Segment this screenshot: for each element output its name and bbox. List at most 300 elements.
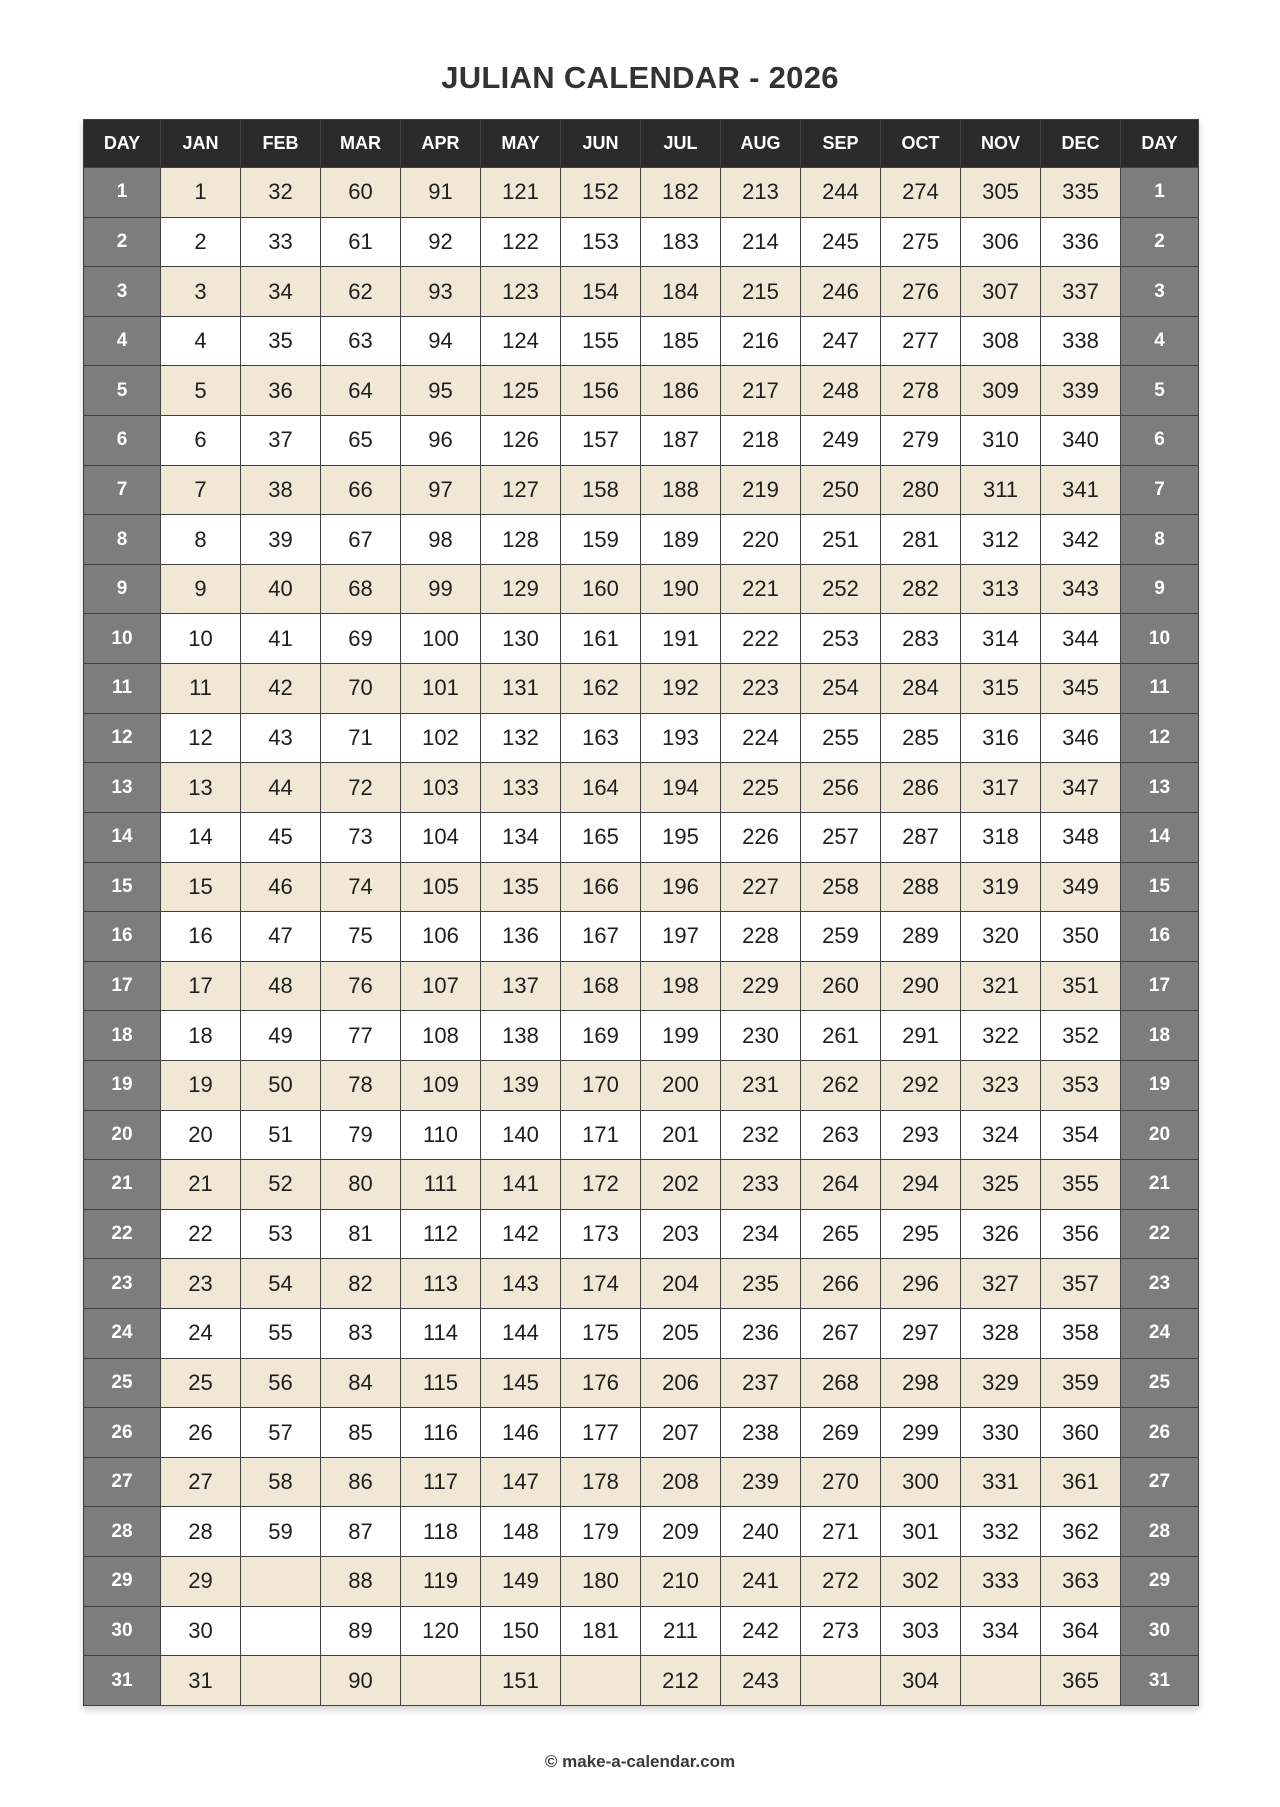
julian-cell: 318	[961, 812, 1041, 862]
table-row	[84, 614, 1199, 664]
day-number-right: 16	[1121, 912, 1199, 962]
julian-cell: 40	[241, 564, 321, 614]
julian-cell: 291	[881, 1011, 961, 1061]
day-number-left: 13	[84, 763, 161, 813]
julian-cell: 49	[241, 1011, 321, 1061]
julian-cell: 198	[641, 961, 721, 1011]
julian-cell: 10	[161, 614, 241, 664]
julian-cell: 341	[1041, 465, 1121, 515]
julian-cell: 248	[801, 366, 881, 416]
table-header	[84, 120, 1199, 168]
julian-cell: 189	[641, 515, 721, 565]
julian-cell: 332	[961, 1507, 1041, 1557]
julian-cell: 167	[561, 912, 641, 962]
julian-cell: 227	[721, 862, 801, 912]
julian-cell: 111	[401, 1160, 481, 1210]
julian-cell: 222	[721, 614, 801, 664]
julian-cell: 313	[961, 564, 1041, 614]
julian-cell: 243	[721, 1656, 801, 1706]
julian-cell: 116	[401, 1408, 481, 1458]
julian-cell: 75	[321, 912, 401, 962]
julian-cell: 47	[241, 912, 321, 962]
julian-cell: 160	[561, 564, 641, 614]
julian-cell: 218	[721, 416, 801, 466]
julian-cell: 190	[641, 564, 721, 614]
julian-cell: 96	[401, 416, 481, 466]
julian-cell: 294	[881, 1160, 961, 1210]
julian-cell: 320	[961, 912, 1041, 962]
day-number-right: 15	[1121, 862, 1199, 912]
julian-cell: 247	[801, 316, 881, 366]
julian-cell: 12	[161, 713, 241, 763]
day-number-right: 3	[1121, 267, 1199, 317]
julian-cell	[241, 1656, 321, 1706]
day-number-right: 24	[1121, 1309, 1199, 1359]
julian-cell: 354	[1041, 1110, 1121, 1160]
julian-cell: 127	[481, 465, 561, 515]
julian-cell: 68	[321, 564, 401, 614]
day-number-right: 30	[1121, 1606, 1199, 1656]
julian-cell: 302	[881, 1557, 961, 1607]
julian-cell: 246	[801, 267, 881, 317]
julian-cell: 272	[801, 1557, 881, 1607]
julian-cell: 168	[561, 961, 641, 1011]
julian-cell: 282	[881, 564, 961, 614]
day-number-left: 15	[84, 862, 161, 912]
julian-cell: 266	[801, 1259, 881, 1309]
julian-cell: 288	[881, 862, 961, 912]
day-number-right: 4	[1121, 316, 1199, 366]
day-number-right: 19	[1121, 1060, 1199, 1110]
julian-cell: 311	[961, 465, 1041, 515]
julian-cell: 362	[1041, 1507, 1121, 1557]
julian-cell: 92	[401, 217, 481, 267]
julian-cell: 161	[561, 614, 641, 664]
julian-cell: 220	[721, 515, 801, 565]
julian-cell: 236	[721, 1309, 801, 1359]
julian-cell: 9	[161, 564, 241, 614]
julian-cell: 115	[401, 1358, 481, 1408]
julian-cell: 43	[241, 713, 321, 763]
julian-cell: 145	[481, 1358, 561, 1408]
julian-cell: 38	[241, 465, 321, 515]
julian-cell: 78	[321, 1060, 401, 1110]
julian-cell: 267	[801, 1309, 881, 1359]
julian-cell: 242	[721, 1606, 801, 1656]
julian-cell: 326	[961, 1209, 1041, 1259]
julian-cell: 306	[961, 217, 1041, 267]
julian-cell: 81	[321, 1209, 401, 1259]
julian-cell: 154	[561, 267, 641, 317]
julian-cell: 353	[1041, 1060, 1121, 1110]
julian-cell: 303	[881, 1606, 961, 1656]
julian-cell: 87	[321, 1507, 401, 1557]
julian-cell: 337	[1041, 267, 1121, 317]
julian-cell: 17	[161, 961, 241, 1011]
month-header: JAN	[161, 120, 241, 168]
julian-cell: 114	[401, 1309, 481, 1359]
julian-cell: 163	[561, 713, 641, 763]
julian-cell: 123	[481, 267, 561, 317]
julian-cell: 16	[161, 912, 241, 962]
julian-cell: 279	[881, 416, 961, 466]
julian-cell: 234	[721, 1209, 801, 1259]
julian-cell: 77	[321, 1011, 401, 1061]
julian-cell: 305	[961, 168, 1041, 218]
julian-cell: 255	[801, 713, 881, 763]
table-row	[84, 1358, 1199, 1408]
julian-cell: 241	[721, 1557, 801, 1607]
julian-cell: 252	[801, 564, 881, 614]
julian-cell: 351	[1041, 961, 1121, 1011]
month-header: FEB	[241, 120, 321, 168]
day-number-left: 30	[84, 1606, 161, 1656]
table-row	[84, 416, 1199, 466]
day-number-right: 6	[1121, 416, 1199, 466]
julian-cell: 56	[241, 1358, 321, 1408]
julian-cell: 121	[481, 168, 561, 218]
day-number-right: 25	[1121, 1358, 1199, 1408]
day-number-right: 31	[1121, 1656, 1199, 1706]
julian-cell: 230	[721, 1011, 801, 1061]
julian-cell: 356	[1041, 1209, 1121, 1259]
julian-cell: 336	[1041, 217, 1121, 267]
header-row	[84, 120, 1199, 168]
table-row	[84, 515, 1199, 565]
julian-cell: 270	[801, 1457, 881, 1507]
julian-cell: 211	[641, 1606, 721, 1656]
day-number-left: 7	[84, 465, 161, 515]
julian-cell: 4	[161, 316, 241, 366]
julian-cell: 214	[721, 217, 801, 267]
julian-cell: 143	[481, 1259, 561, 1309]
julian-cell: 24	[161, 1309, 241, 1359]
day-number-right: 28	[1121, 1507, 1199, 1557]
julian-cell: 188	[641, 465, 721, 515]
julian-cell: 18	[161, 1011, 241, 1061]
julian-cell: 39	[241, 515, 321, 565]
day-number-left: 23	[84, 1259, 161, 1309]
julian-cell: 347	[1041, 763, 1121, 813]
month-header: OCT	[881, 120, 961, 168]
julian-cell: 86	[321, 1457, 401, 1507]
julian-cell: 201	[641, 1110, 721, 1160]
julian-cell: 100	[401, 614, 481, 664]
julian-cell: 94	[401, 316, 481, 366]
julian-cell: 277	[881, 316, 961, 366]
julian-cell	[801, 1656, 881, 1706]
julian-cell: 360	[1041, 1408, 1121, 1458]
julian-cell: 187	[641, 416, 721, 466]
julian-cell: 37	[241, 416, 321, 466]
table-row	[84, 1606, 1199, 1656]
page-footer: © make-a-calendar.com	[544, 1752, 736, 1771]
julian-cell: 257	[801, 812, 881, 862]
table-row	[84, 465, 1199, 515]
julian-cell: 42	[241, 664, 321, 714]
julian-cell: 286	[881, 763, 961, 813]
julian-cell: 106	[401, 912, 481, 962]
julian-cell: 60	[321, 168, 401, 218]
julian-cell: 153	[561, 217, 641, 267]
table-row	[84, 1160, 1199, 1210]
julian-cell: 191	[641, 614, 721, 664]
day-number-right: 26	[1121, 1408, 1199, 1458]
julian-cell: 63	[321, 316, 401, 366]
day-number-right: 2	[1121, 217, 1199, 267]
julian-cell: 232	[721, 1110, 801, 1160]
julian-cell: 6	[161, 416, 241, 466]
julian-cell: 275	[881, 217, 961, 267]
julian-cell: 195	[641, 812, 721, 862]
julian-cell: 139	[481, 1060, 561, 1110]
julian-cell: 128	[481, 515, 561, 565]
julian-cell: 334	[961, 1606, 1041, 1656]
julian-cell: 108	[401, 1011, 481, 1061]
julian-cell: 323	[961, 1060, 1041, 1110]
julian-cell: 65	[321, 416, 401, 466]
julian-cell: 79	[321, 1110, 401, 1160]
julian-cell: 304	[881, 1656, 961, 1706]
julian-cell: 204	[641, 1259, 721, 1309]
julian-cell: 315	[961, 664, 1041, 714]
month-header: JUL	[641, 120, 721, 168]
julian-cell: 59	[241, 1507, 321, 1557]
day-number-right: 17	[1121, 961, 1199, 1011]
julian-cell: 233	[721, 1160, 801, 1210]
julian-cell: 74	[321, 862, 401, 912]
julian-cell: 285	[881, 713, 961, 763]
julian-cell: 358	[1041, 1309, 1121, 1359]
julian-cell: 181	[561, 1606, 641, 1656]
julian-cell: 229	[721, 961, 801, 1011]
day-number-left: 26	[84, 1408, 161, 1458]
julian-cell: 118	[401, 1507, 481, 1557]
julian-cell: 298	[881, 1358, 961, 1408]
julian-cell: 162	[561, 664, 641, 714]
julian-cell: 200	[641, 1060, 721, 1110]
julian-cell: 256	[801, 763, 881, 813]
julian-cell: 297	[881, 1309, 961, 1359]
julian-cell: 251	[801, 515, 881, 565]
julian-cell: 71	[321, 713, 401, 763]
julian-cell: 126	[481, 416, 561, 466]
julian-cell: 203	[641, 1209, 721, 1259]
julian-cell: 348	[1041, 812, 1121, 862]
julian-cell: 20	[161, 1110, 241, 1160]
day-number-left: 29	[84, 1557, 161, 1607]
julian-cell: 156	[561, 366, 641, 416]
julian-cell: 217	[721, 366, 801, 416]
julian-cell: 312	[961, 515, 1041, 565]
month-header: APR	[401, 120, 481, 168]
julian-cell: 140	[481, 1110, 561, 1160]
julian-cell: 148	[481, 1507, 561, 1557]
julian-cell: 239	[721, 1457, 801, 1507]
julian-cell: 322	[961, 1011, 1041, 1061]
julian-cell: 136	[481, 912, 561, 962]
julian-cell: 182	[641, 168, 721, 218]
julian-cell: 276	[881, 267, 961, 317]
table-row	[84, 267, 1199, 317]
julian-cell: 343	[1041, 564, 1121, 614]
day-number-left: 28	[84, 1507, 161, 1557]
julian-cell: 192	[641, 664, 721, 714]
julian-cell: 292	[881, 1060, 961, 1110]
julian-cell: 331	[961, 1457, 1041, 1507]
julian-cell: 64	[321, 366, 401, 416]
julian-cell: 202	[641, 1160, 721, 1210]
julian-cell: 112	[401, 1209, 481, 1259]
julian-cell: 89	[321, 1606, 401, 1656]
julian-cell: 260	[801, 961, 881, 1011]
julian-cell: 1	[161, 168, 241, 218]
julian-cell: 99	[401, 564, 481, 614]
day-number-left: 19	[84, 1060, 161, 1110]
julian-cell: 19	[161, 1060, 241, 1110]
julian-cell: 58	[241, 1457, 321, 1507]
day-number-left: 3	[84, 267, 161, 317]
day-number-left: 25	[84, 1358, 161, 1408]
day-number-right: 22	[1121, 1209, 1199, 1259]
julian-cell: 36	[241, 366, 321, 416]
julian-cell: 82	[321, 1259, 401, 1309]
julian-cell: 31	[161, 1656, 241, 1706]
julian-cell: 172	[561, 1160, 641, 1210]
julian-cell: 176	[561, 1358, 641, 1408]
julian-cell: 317	[961, 763, 1041, 813]
julian-cell: 321	[961, 961, 1041, 1011]
julian-cell: 173	[561, 1209, 641, 1259]
day-number-left: 18	[84, 1011, 161, 1061]
julian-cell: 329	[961, 1358, 1041, 1408]
julian-cell: 342	[1041, 515, 1121, 565]
julian-cell: 66	[321, 465, 401, 515]
julian-cell: 51	[241, 1110, 321, 1160]
julian-cell: 350	[1041, 912, 1121, 962]
day-number-right: 18	[1121, 1011, 1199, 1061]
julian-cell: 67	[321, 515, 401, 565]
julian-cell: 171	[561, 1110, 641, 1160]
julian-cell: 328	[961, 1309, 1041, 1359]
table-row	[84, 1259, 1199, 1309]
day-number-right: 10	[1121, 614, 1199, 664]
julian-cell: 120	[401, 1606, 481, 1656]
julian-cell: 357	[1041, 1259, 1121, 1309]
julian-cell: 103	[401, 763, 481, 813]
julian-cell: 249	[801, 416, 881, 466]
julian-cell: 97	[401, 465, 481, 515]
julian-cell: 213	[721, 168, 801, 218]
day-number-left: 12	[84, 713, 161, 763]
julian-cell: 33	[241, 217, 321, 267]
julian-cell: 237	[721, 1358, 801, 1408]
julian-cell: 93	[401, 267, 481, 317]
julian-cell: 7	[161, 465, 241, 515]
table-row	[84, 168, 1199, 218]
julian-cell: 219	[721, 465, 801, 515]
julian-cell: 144	[481, 1309, 561, 1359]
month-header: JUN	[561, 120, 641, 168]
julian-cell: 107	[401, 961, 481, 1011]
julian-cell: 333	[961, 1557, 1041, 1607]
julian-cell: 314	[961, 614, 1041, 664]
julian-cell: 210	[641, 1557, 721, 1607]
julian-cell: 137	[481, 961, 561, 1011]
julian-cell: 32	[241, 168, 321, 218]
julian-cell: 91	[401, 168, 481, 218]
julian-cell: 177	[561, 1408, 641, 1458]
day-number-right: 21	[1121, 1160, 1199, 1210]
julian-cell: 186	[641, 366, 721, 416]
julian-cell: 101	[401, 664, 481, 714]
julian-cell: 110	[401, 1110, 481, 1160]
julian-cell: 165	[561, 812, 641, 862]
table-row	[84, 1507, 1199, 1557]
julian-cell: 269	[801, 1408, 881, 1458]
day-number-left: 31	[84, 1656, 161, 1706]
table-row	[84, 862, 1199, 912]
julian-cell: 178	[561, 1457, 641, 1507]
table-row	[84, 217, 1199, 267]
day-number-left: 22	[84, 1209, 161, 1259]
day-number-right: 20	[1121, 1110, 1199, 1160]
julian-cell: 55	[241, 1309, 321, 1359]
julian-cell: 184	[641, 267, 721, 317]
day-number-left: 14	[84, 812, 161, 862]
julian-cell: 3	[161, 267, 241, 317]
julian-cell: 155	[561, 316, 641, 366]
table-row	[84, 1209, 1199, 1259]
julian-cell: 183	[641, 217, 721, 267]
julian-cell: 26	[161, 1408, 241, 1458]
day-number-right: 12	[1121, 713, 1199, 763]
julian-cell: 199	[641, 1011, 721, 1061]
month-header: AUG	[721, 120, 801, 168]
month-header: SEP	[801, 120, 881, 168]
julian-cell: 197	[641, 912, 721, 962]
julian-cell: 240	[721, 1507, 801, 1557]
julian-cell: 271	[801, 1507, 881, 1557]
table-row	[84, 564, 1199, 614]
julian-cell: 8	[161, 515, 241, 565]
julian-cell: 359	[1041, 1358, 1121, 1408]
julian-cell: 179	[561, 1507, 641, 1557]
julian-cell: 355	[1041, 1160, 1121, 1210]
table-row	[84, 1557, 1199, 1607]
julian-cell: 289	[881, 912, 961, 962]
day-number-right: 9	[1121, 564, 1199, 614]
julian-cell: 273	[801, 1606, 881, 1656]
julian-cell: 151	[481, 1656, 561, 1706]
day-number-right: 27	[1121, 1457, 1199, 1507]
julian-cell: 327	[961, 1259, 1041, 1309]
julian-cell: 205	[641, 1309, 721, 1359]
julian-cell: 254	[801, 664, 881, 714]
day-number-right: 14	[1121, 812, 1199, 862]
julian-cell: 98	[401, 515, 481, 565]
julian-cell	[241, 1606, 321, 1656]
julian-cell: 50	[241, 1060, 321, 1110]
calendar-body	[84, 168, 1199, 1706]
julian-cell: 238	[721, 1408, 801, 1458]
julian-cell: 221	[721, 564, 801, 614]
julian-cell: 41	[241, 614, 321, 664]
julian-cell: 5	[161, 366, 241, 416]
julian-cell: 296	[881, 1259, 961, 1309]
julian-cell: 290	[881, 961, 961, 1011]
julian-cell: 95	[401, 366, 481, 416]
